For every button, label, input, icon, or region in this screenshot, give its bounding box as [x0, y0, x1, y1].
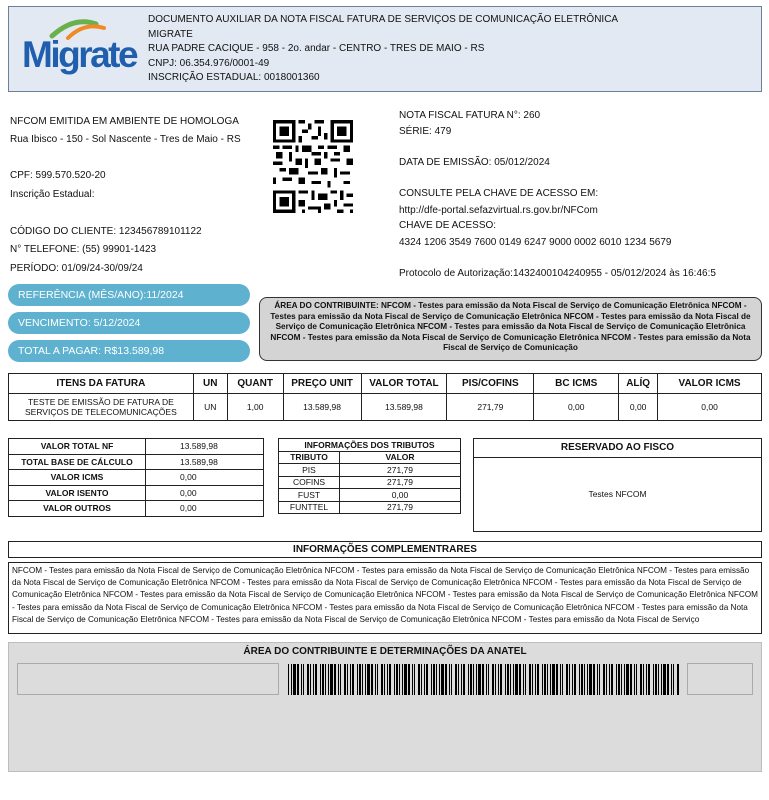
invoice-series: SÉRIE: 479 — [399, 126, 452, 137]
col-header: VALOR — [340, 451, 461, 464]
table-row — [9, 485, 264, 501]
tributo-value: 271,79 — [340, 501, 461, 514]
barcode-icon — [288, 664, 680, 695]
access-key: 4324 1206 3549 7600 0149 6247 9000 0002 6010 1234 5679 — [399, 237, 672, 248]
fisco-box — [473, 438, 762, 532]
item-total: 13.589,98 — [361, 394, 447, 421]
complementary-title: INFORMAÇÕES COMPLEMENTRARES — [8, 541, 762, 558]
item-unit: UN — [193, 394, 227, 421]
company-address: RUA PADRE CACIQUE - 958 - 2o. andar - CENTRO - TRES DE MAIO - RS — [148, 43, 485, 54]
col-header: ALÍQ — [619, 374, 658, 394]
total-label: VALOR ICMS — [9, 470, 146, 486]
col-header: ITENS DA FATURA — [9, 374, 194, 394]
migrate-logo — [22, 14, 137, 84]
col-header: VALOR TOTAL — [361, 374, 447, 394]
invoice-number: NOTA FISCAL FATURA N°: 260 — [399, 110, 541, 121]
table-row — [9, 394, 762, 421]
total-label: VALOR ISENTO — [9, 485, 146, 501]
table-row — [279, 476, 461, 489]
anatel-area — [8, 642, 762, 772]
total-label: VALOR TOTAL NF — [9, 439, 146, 455]
due-date-pill: VENCIMENTO: 5/12/2024 — [8, 312, 250, 334]
col-header: VALOR ICMS — [658, 374, 762, 394]
contributor-area: ÁREA DO CONTRIBUINTE: NFCOM - Testes para emissão da Nota Fiscal de Serviço de Comunicação Eletrônica NFCOM - Testes para emissão da Nota Fiscal de Serviço de Comunicação Eletrônica NFCOM - Testes para emissão da Nota Fiscal de Serviço de Comunicação Eletrônica NFCOM - Testes para emissão da Nota Fiscal de Serviço de Comunicação Eletrônica NFCOM - Testes para emissão da Nota Fiscal de Serviço de Comunicação Eletrônica NFCOM - Testes para emissão da Nota Fiscal de Serviço de Comunicação — [259, 297, 762, 361]
access-key-label: CHAVE DE ACESSO: — [399, 220, 497, 231]
anatel-right-field — [687, 663, 753, 695]
logo-word: Migrate — [22, 34, 137, 75]
customer-phone: N° TELEFONE: (55) 99901-1423 — [10, 244, 157, 255]
table-row — [279, 489, 461, 502]
tributos-table — [278, 438, 461, 514]
tributo-value: 271,79 — [340, 476, 461, 489]
items-header-row — [9, 374, 762, 394]
col-header: BC ICMS — [534, 374, 619, 394]
customer-ie: Inscrição Estadual: — [10, 189, 95, 200]
table-row — [9, 454, 264, 470]
item-quantity: 1,00 — [227, 394, 283, 421]
customer-name: NFCOM EMITIDA EM AMBIENTE DE HOMOLOGA — [10, 116, 239, 127]
tributos-title: INFORMAÇÕES DOS TRIBUTOS — [279, 439, 461, 452]
item-icms-value: 0,00 — [658, 394, 762, 421]
items-table — [8, 373, 762, 421]
qr-code-icon — [273, 120, 353, 213]
consult-url[interactable]: http://dfe-portal.sefazvirtual.rs.gov.br/NFCom — [399, 205, 598, 216]
company-cnpj: CNPJ: 06.354.976/0001-49 — [148, 57, 270, 69]
tributo-value: 0,00 — [340, 489, 461, 502]
reference-pill: REFERÊNCIA (MÊS/ANO):11/2024 — [8, 284, 250, 306]
consult-label: CONSULTE PELA CHAVE DE ACESSO EM: — [399, 188, 599, 199]
anatel-left-field — [17, 663, 279, 695]
table-row — [9, 470, 264, 486]
fisco-title: RESERVADO AO FISCO — [474, 439, 761, 458]
table-row — [279, 501, 461, 514]
table-row — [279, 464, 461, 477]
tributo-name: FUNTTEL — [279, 501, 340, 514]
complementary-text: NFCOM - Testes para emissão da Nota Fiscal de Serviço de Comunicação Eletrônica NFCOM - Testes para emissão da Nota Fiscal de Serviço de Comunicação Eletrônica NFCOM - Testes para emissão da Nota Fiscal de Serviço de Comunicação Eletrônica NFCOM - Testes para emissão da Nota Fiscal de Serviço de Comunicação Eletrônica NFCOM - Testes para emissão da Nota Fiscal de Serviço de Comunicação Eletrônica NFCOM - Testes para emissão da Nota Fiscal de Serviço de Comunicação Eletrônica NFCOM - Testes para emissão da Nota Fiscal de Serviço de Comunicação Eletrônica NFCOM - Testes para emissão da Nota Fiscal de Serviço de Comunicação Eletrônica NFCOM - Testes para emissão da Nota Fiscal de Serviço de Comunicação Eletrônica NFCOM - Testes para emissão da Nota Fiscal de Serviço de Comunicação Eletrônica NFCOM - Testes para emissão da Nota Fiscal de Serviço de Comunicação Eletrônica NFCOM - Testes para emissão da Nota Fiscal de Serviço — [8, 562, 762, 634]
col-header: PREÇO UNIT — [283, 374, 361, 394]
tributo-name: COFINS — [279, 476, 340, 489]
total-value: 13.589,98 — [146, 454, 264, 470]
customer-cpf: CPF: 599.570.520-20 — [10, 170, 106, 181]
table-row — [9, 439, 264, 455]
anatel-title: ÁREA DO CONTRIBUINTE E DETERMINAÇÕES DA ANATEL — [243, 646, 527, 657]
item-aliq: 0,00 — [619, 394, 658, 421]
customer-address: Rua Ibisco - 150 - Sol Nascente - Tres de Maio - RS — [10, 134, 241, 145]
item-pis-cofins: 271,79 — [447, 394, 534, 421]
total-value: 13.589,98 — [146, 439, 264, 455]
total-pill: TOTAL A PAGAR: R$13.589,98 — [8, 340, 250, 362]
col-header: PIS/COFINS — [447, 374, 534, 394]
tributo-value: 271,79 — [340, 464, 461, 477]
col-header: QUANT — [227, 374, 283, 394]
col-header: TRIBUTO — [279, 451, 340, 464]
document-title: DOCUMENTO AUXILIAR DA NOTA FISCAL FATURA DE SERVIÇOS DE COMUNICAÇÃO ELETRÔNICA — [148, 14, 619, 25]
item-bc-icms: 0,00 — [534, 394, 619, 421]
col-header: UN — [193, 374, 227, 394]
billing-period: PERÍODO: 01/09/24-30/09/24 — [10, 263, 143, 274]
emission-date: DATA DE EMISSÃO: 05/012/2024 — [399, 157, 550, 168]
totals-table — [8, 438, 264, 517]
authorization-protocol: Protocolo de Autorização:1432400104240955 - 05/012/2024 às 16:46:5 — [399, 268, 716, 279]
company-name: MIGRATE — [148, 28, 193, 40]
item-unit-price: 13.589,98 — [283, 394, 361, 421]
issuer-info — [148, 13, 618, 86]
table-row — [9, 501, 264, 517]
item-description: TESTE DE EMISSÃO DE FATURA DE SERVIÇOS DE TELECOMUNICAÇÕES — [9, 394, 194, 421]
client-code: CÓDIGO DO CLIENTE: 123456789101122 — [10, 226, 202, 237]
total-label: TOTAL BASE DE CÁLCULO — [9, 454, 146, 470]
total-value: 0,00 — [146, 485, 264, 501]
total-value: 0,00 — [146, 501, 264, 517]
tributo-name: FUST — [279, 489, 340, 502]
total-value: 0,00 — [146, 470, 264, 486]
total-label: VALOR OUTROS — [9, 501, 146, 517]
company-ie: INSCRIÇÃO ESTADUAL: 0018001360 — [148, 72, 320, 83]
tributo-name: PIS — [279, 464, 340, 477]
fisco-text: Testes NFCOM — [588, 489, 647, 499]
